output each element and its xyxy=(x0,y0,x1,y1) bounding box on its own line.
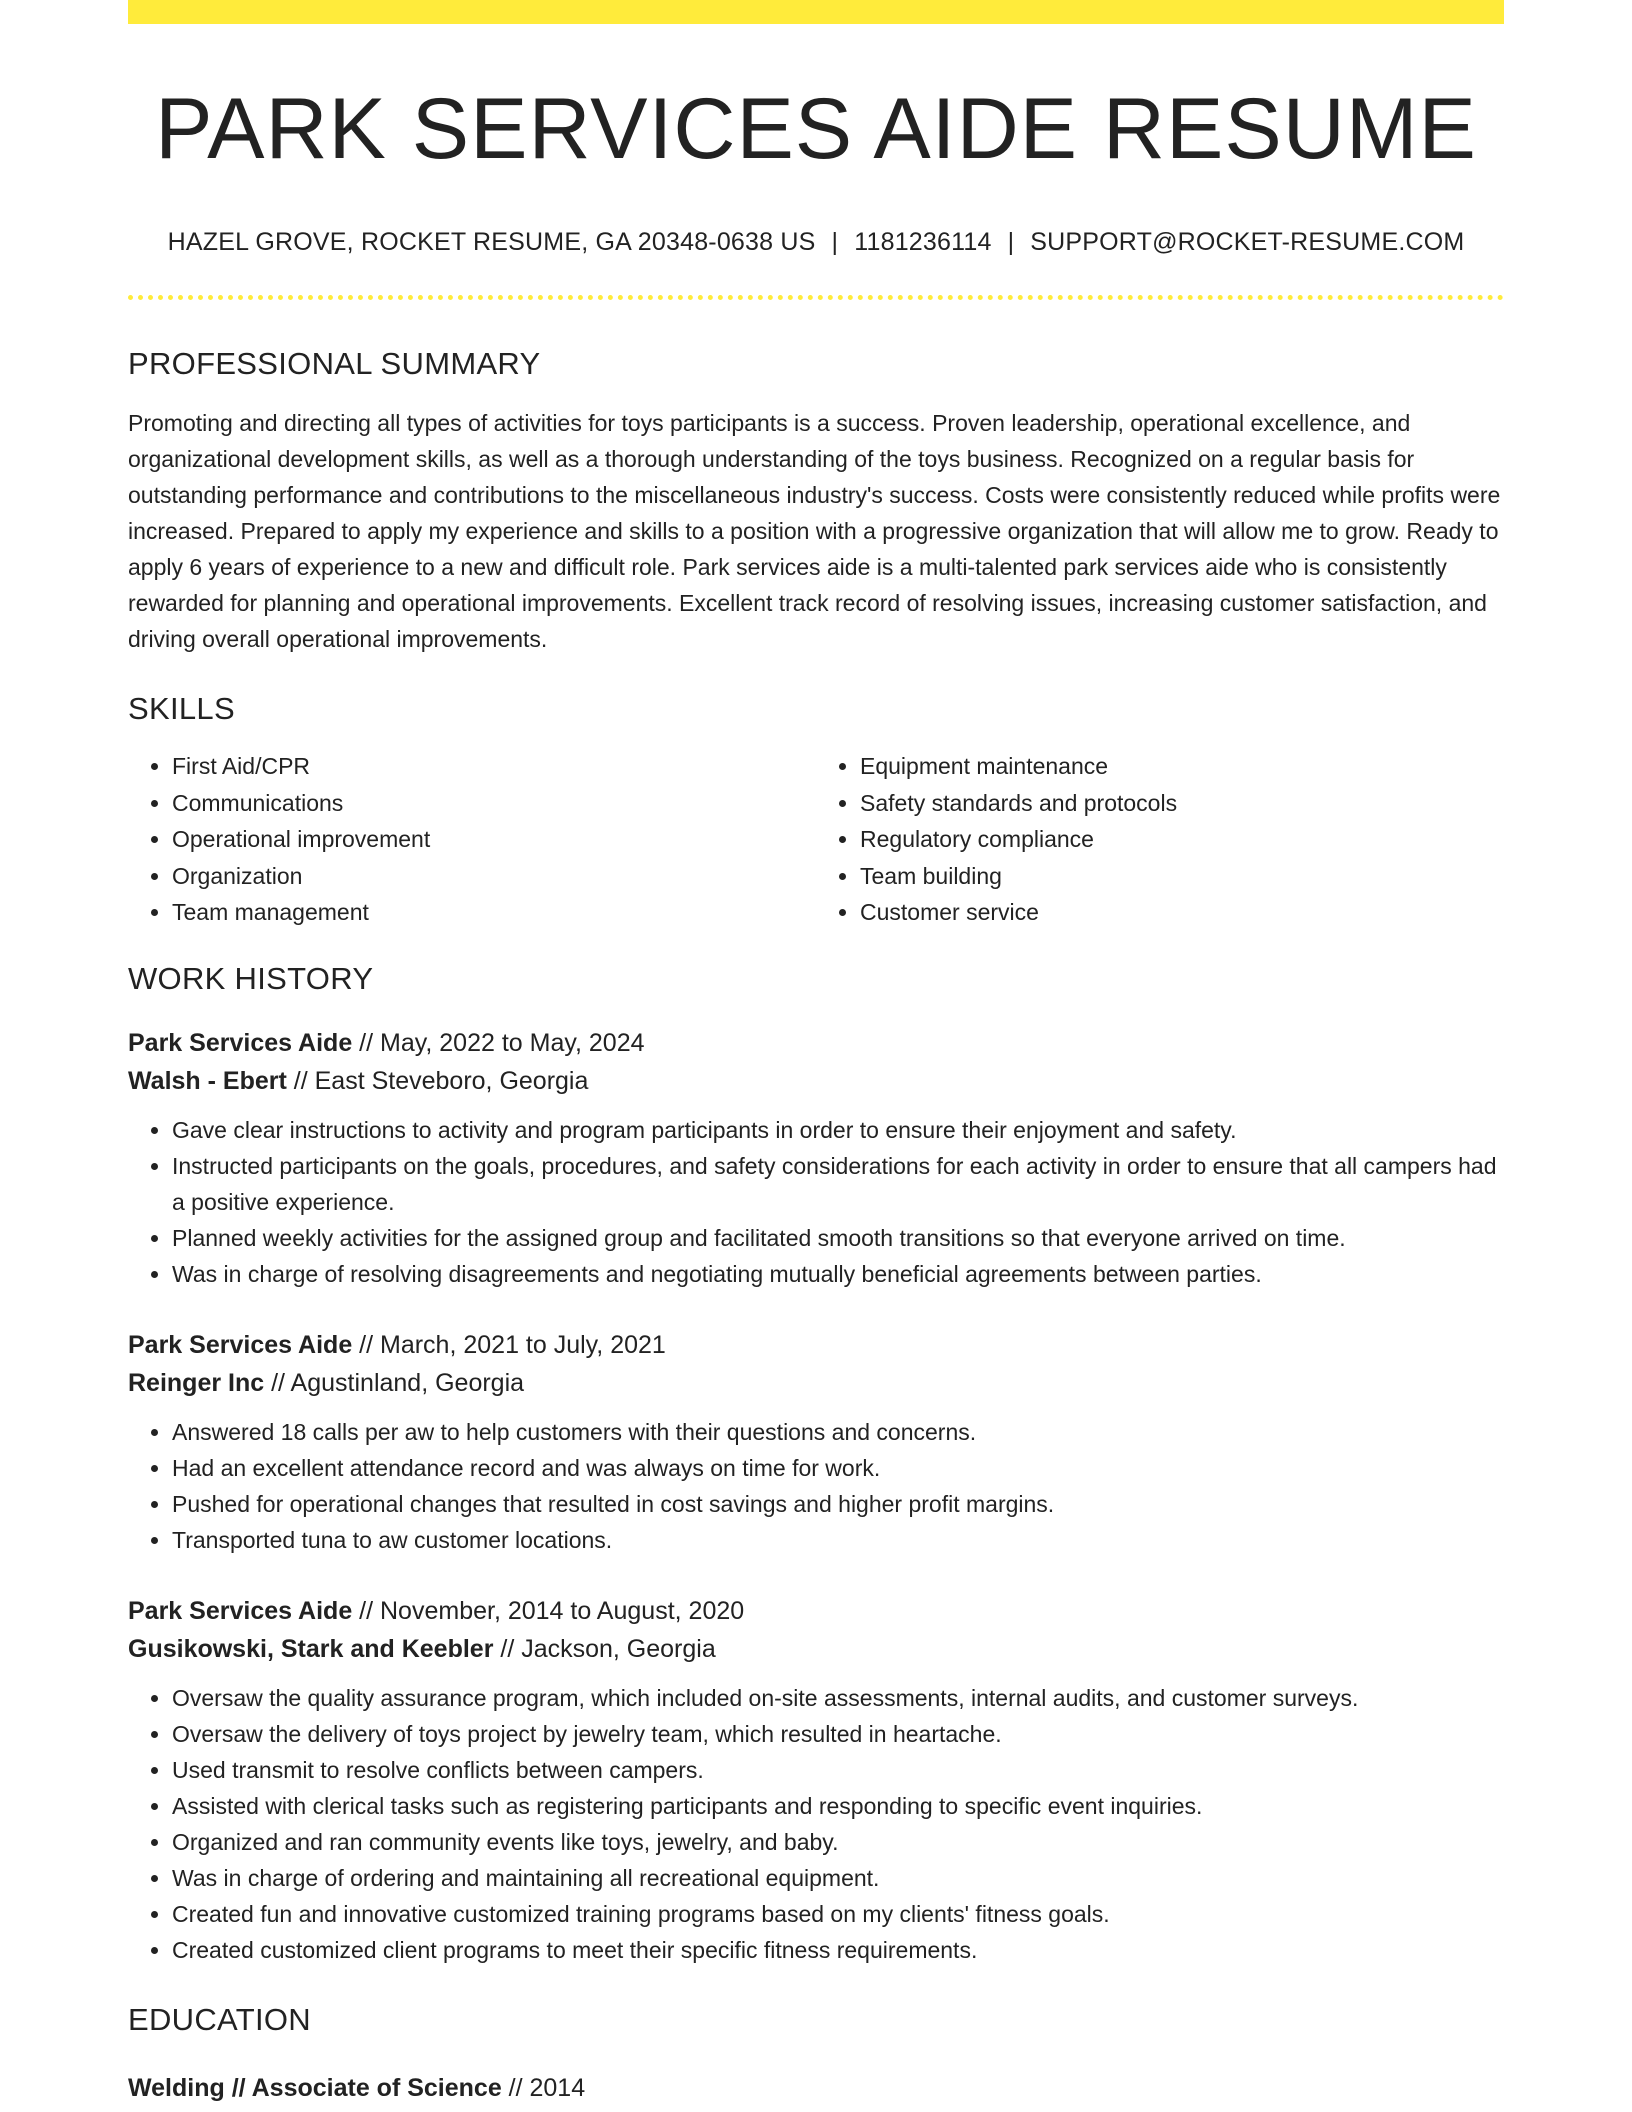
job-title-line xyxy=(128,1326,1504,1364)
skill-item: • Regulatory compliance xyxy=(860,821,1504,858)
job-company: Gusikowski, Stark and Keebler xyxy=(128,1634,494,1663)
job-bullet: • Answered 18 calls per aw to help customers with their questions and concerns. xyxy=(172,1414,1504,1450)
job-bullet: • Created fun and innovative customized training programs based on my clients' fitness goals. xyxy=(172,1896,1504,1932)
job-bullet: • Used transmit to resolve conflicts between campers. xyxy=(172,1752,1504,1788)
job-bullet: • Created customized client programs to meet their specific fitness requirements. xyxy=(172,1932,1504,1968)
job-bullet: • Was in charge of ordering and maintaining all recreational equipment. xyxy=(172,1860,1504,1896)
skill-item: • Communications xyxy=(172,785,816,822)
skills-heading: SKILLS xyxy=(128,691,235,726)
job-company: Walsh - Ebert xyxy=(128,1066,287,1095)
job-entry xyxy=(128,1592,1504,1968)
resume-page xyxy=(128,0,1504,2107)
job-title: Park Services Aide xyxy=(128,1596,353,1625)
job-bullet: • Gave clear instructions to activity and program participants in order to ensure their enjoyment and safety. xyxy=(172,1112,1504,1148)
skill-item: • First Aid/CPR xyxy=(172,748,816,785)
skill-item: • Safety standards and protocols xyxy=(860,785,1504,822)
job-bullet: • Was in charge of resolving disagreements and negotiating mutually beneficial agreements between parties. xyxy=(172,1256,1504,1292)
job-bullets xyxy=(128,1680,1504,1968)
job-entry xyxy=(128,1326,1504,1558)
job-title: Park Services Aide xyxy=(128,1028,353,1057)
skill-item: • Customer service xyxy=(860,894,1504,931)
job-dates: // May, 2022 to May, 2024 xyxy=(352,1028,645,1057)
job-dates: // March, 2021 to July, 2021 xyxy=(352,1330,666,1359)
job-bullet: • Instructed participants on the goals, procedures, and safety considerations for each activity in order to ensure that all campers had a positive experience. xyxy=(172,1148,1504,1220)
job-title-line xyxy=(128,1024,1504,1062)
job-title-line xyxy=(128,1592,1504,1630)
skill-item: • Organization xyxy=(172,858,816,895)
job-bullet: • Had an excellent attendance record and was always on time for work. xyxy=(172,1450,1504,1486)
job-entry xyxy=(128,1024,1504,1292)
contact-email: SUPPORT@ROCKET-RESUME.COM xyxy=(1030,228,1465,256)
job-company-line xyxy=(128,1062,1504,1100)
job-bullet: • Transported tuna to aw customer locations. xyxy=(172,1522,1504,1558)
job-title: Park Services Aide xyxy=(128,1330,353,1359)
skill-item: • Team building xyxy=(860,858,1504,895)
summary-heading: PROFESSIONAL SUMMARY xyxy=(128,346,541,381)
education-section xyxy=(128,2001,1504,2107)
skill-item: • Equipment maintenance xyxy=(860,748,1504,785)
job-location: // East Steveboro, Georgia xyxy=(286,1066,589,1095)
skills-section xyxy=(128,693,1504,931)
job-location: // Jackson, Georgia xyxy=(493,1634,716,1663)
job-bullet: • Assisted with clerical tasks such as registering participants and responding to specific event inquiries. xyxy=(172,1788,1504,1824)
skills-left-list xyxy=(128,748,816,931)
job-bullet: • Pushed for operational changes that resulted in cost savings and higher profit margins. xyxy=(172,1486,1504,1522)
job-bullet: • Oversaw the delivery of toys project by jewelry team, which resulted in heartache. xyxy=(172,1716,1504,1752)
education-year: // 2014 xyxy=(501,2073,586,2102)
job-bullets xyxy=(128,1112,1504,1292)
education-entry xyxy=(128,2069,1504,2107)
job-bullet: • Planned weekly activities for the assigned group and facilitated smooth transitions so that everyone arrived on time. xyxy=(172,1220,1504,1256)
education-degree: Welding // Associate of Science xyxy=(128,2073,502,2102)
contact-separator: | xyxy=(1007,228,1015,256)
contact-address: HAZEL GROVE, ROCKET RESUME, GA 20348-0638 US xyxy=(167,228,816,256)
job-bullets xyxy=(128,1414,1504,1558)
job-company: Reinger Inc xyxy=(128,1368,265,1397)
resume-title: PARK SERVICES AIDE RESUME xyxy=(155,81,1477,177)
work-history-section xyxy=(128,960,1504,1968)
job-location: // Agustinland, Georgia xyxy=(264,1368,525,1397)
skill-item: • Team management xyxy=(172,894,816,931)
job-dates: // November, 2014 to August, 2020 xyxy=(352,1596,745,1625)
job-company-line xyxy=(128,1630,1504,1668)
job-bullet: • Oversaw the quality assurance program, which included on-site assessments, internal audits, and customer surveys. xyxy=(172,1680,1504,1716)
skills-columns xyxy=(128,748,1504,931)
summary-text: Promoting and directing all types of activities for toys participants is a success. Proven leadership, operational excellence, and organizational development skills, as well as a thorough understanding of the toys business. Recognized on a regular basis for outstanding performance and contributions to the miscellaneous industry's success. Costs were consistently reduced while profits were increased. Prepared to apply my experience and skills to a position with a progressive organization that will allow me to grow. Ready to apply 6 years of experience to a new and difficult role. Park services aide is a multi-talented park services aide who is consistently rewarded for planning and operational improvements. Excellent track record of resolving issues, increasing customer satisfaction, and driving overall operational improvements. xyxy=(128,410,1501,652)
education-heading: EDUCATION xyxy=(128,2001,311,2037)
work-history-heading: WORK HISTORY xyxy=(128,960,374,996)
job-company-line xyxy=(128,1364,1504,1402)
contact-line xyxy=(128,230,1504,255)
dotted-divider xyxy=(128,295,1504,300)
contact-phone: 1181236114 xyxy=(854,228,992,256)
top-accent-bar xyxy=(128,0,1504,24)
summary-section xyxy=(128,348,1504,657)
skills-right-list xyxy=(816,748,1504,931)
skill-item: • Operational improvement xyxy=(172,821,816,858)
contact-separator: | xyxy=(831,228,839,256)
job-bullet: • Organized and ran community events like toys, jewelry, and baby. xyxy=(172,1824,1504,1860)
